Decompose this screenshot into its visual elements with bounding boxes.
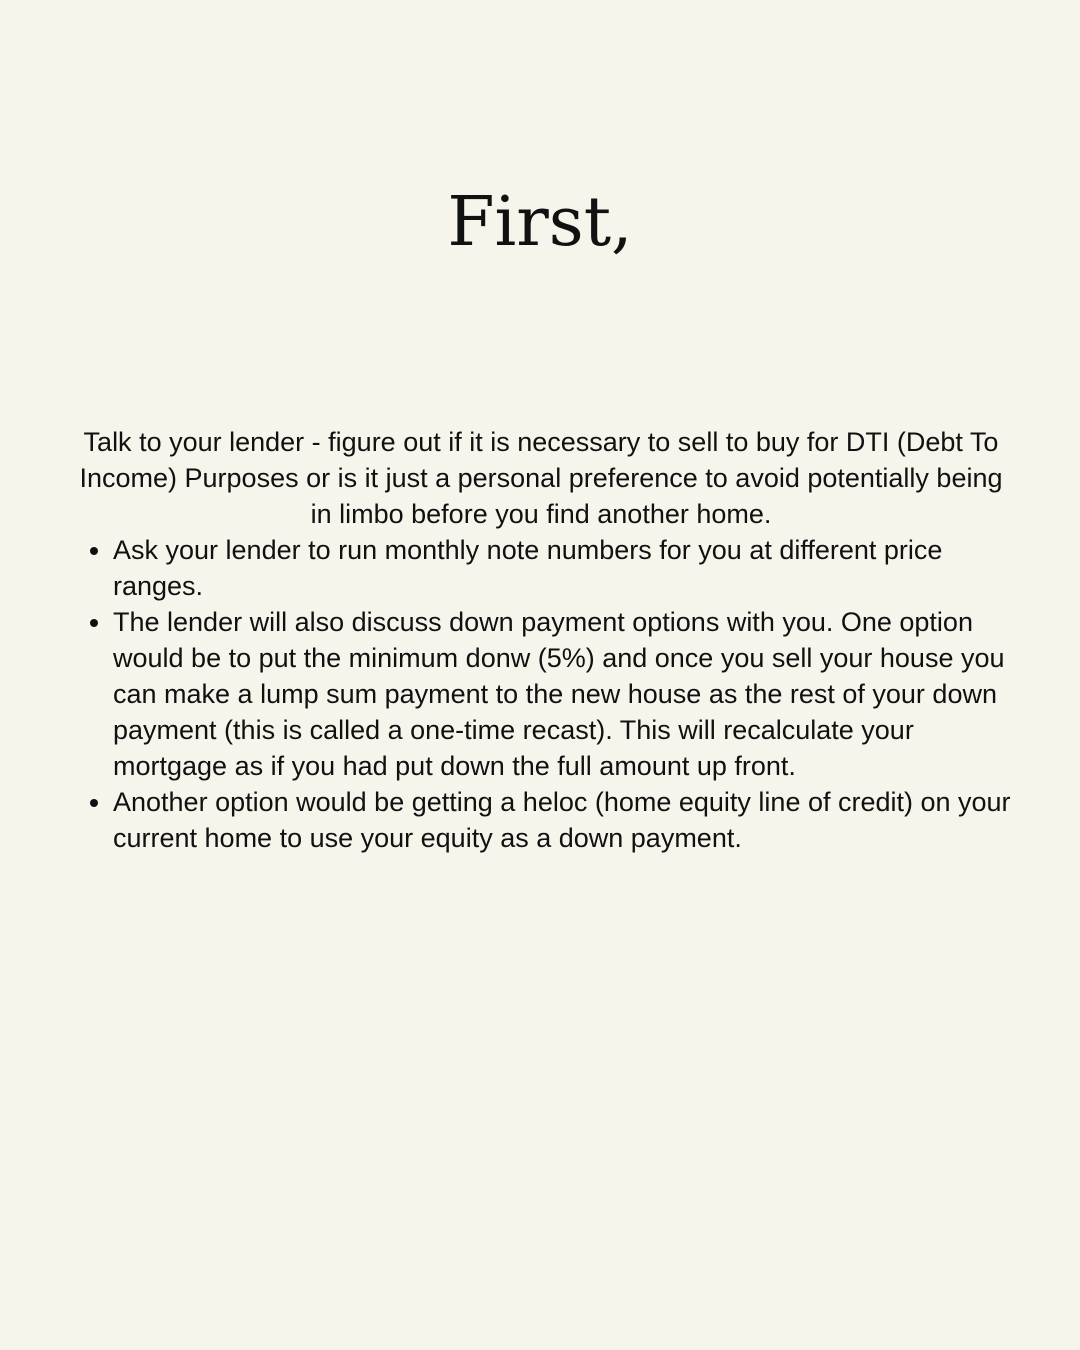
content-body [66, 424, 1016, 856]
bullet-item-run-numbers: • Ask your lender to run monthly note numbers for you at different price ranges. [113, 532, 1016, 604]
intro-paragraph: Talk to your lender - figure out if it is necessary to sell to buy for DTI (Debt To Income) Purposes or is it just a personal preference to avoid potentially being in limbo before you find another home. [79, 427, 1003, 529]
bullet-list [66, 532, 1016, 856]
bullet-item-down-payment-options: • The lender will also discuss down payment options with you. One option would be to put the minimum donw (5%) and once you sell your house you can make a lump sum payment to the new house as the rest of your down payment (this is called a one-time recast). This will recalculate your mortgage as if you had put down the full amount up front. [113, 604, 1016, 784]
page-title: First, [447, 183, 633, 262]
bullet-item-heloc-option: • Another option would be getting a heloc (home equity line of credit) on your current home to use your equity as a down payment. [113, 784, 1016, 856]
